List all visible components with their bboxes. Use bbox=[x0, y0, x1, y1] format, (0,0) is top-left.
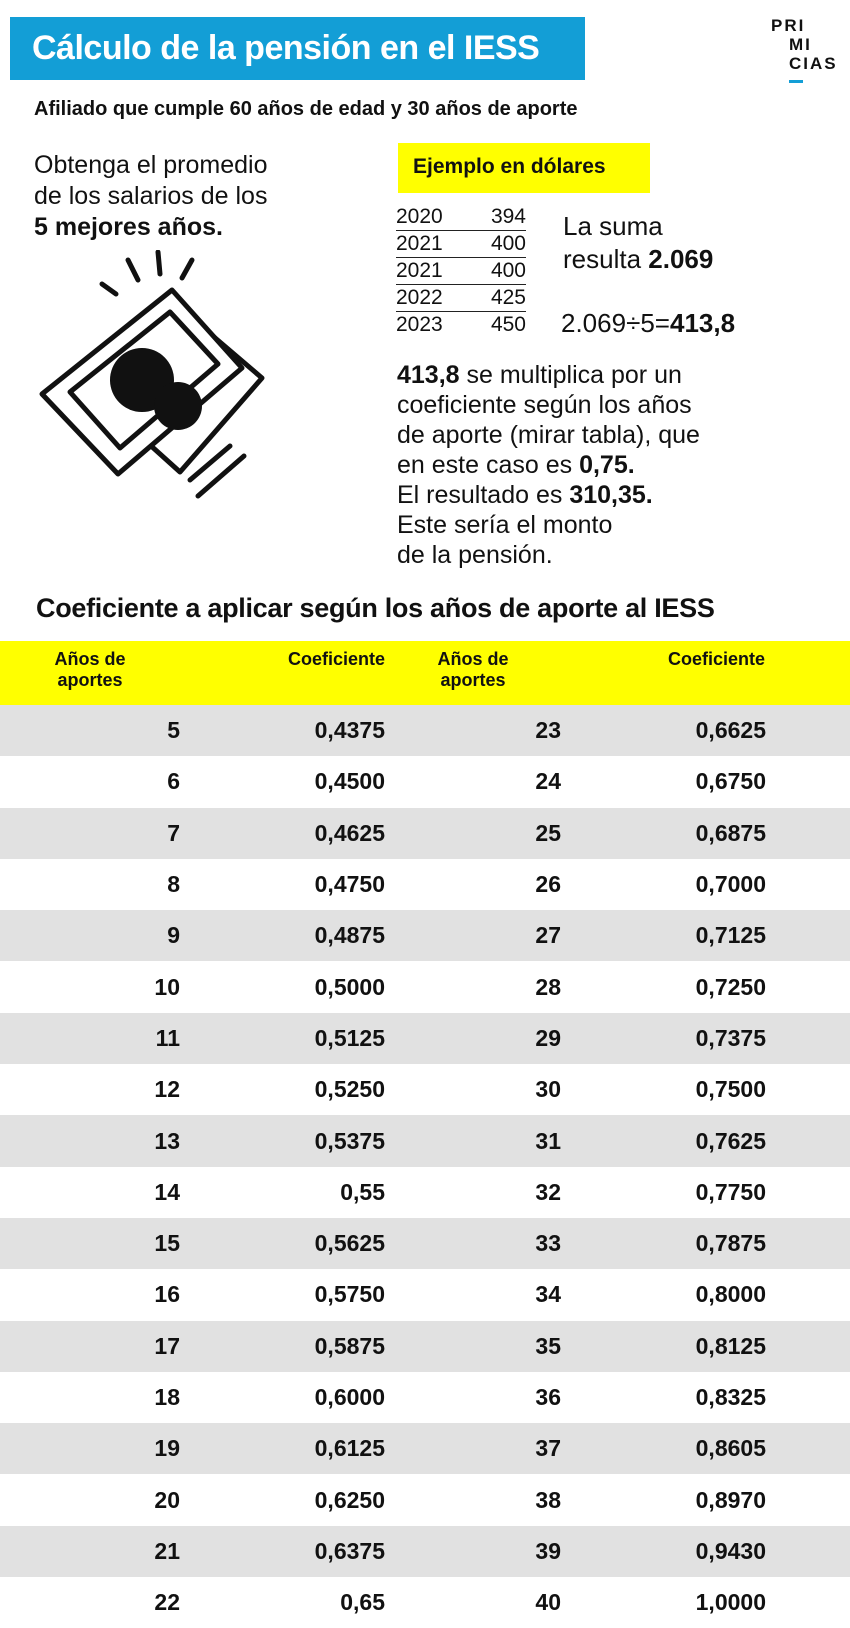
years-cell: 21 bbox=[0, 1526, 180, 1577]
explain-line-1: 413,8 se multiplica por un bbox=[397, 361, 682, 389]
years-cell: 25 bbox=[385, 808, 561, 859]
years-cell: 32 bbox=[385, 1167, 561, 1218]
coefficient-cell: 1,0000 bbox=[561, 1577, 766, 1628]
sum-line-2: resulta 2.069 bbox=[563, 244, 714, 274]
table-row bbox=[396, 258, 526, 285]
explain-line-6: Este sería el monto bbox=[397, 511, 613, 539]
explain-line-5: El resultado es 310,35. bbox=[397, 481, 653, 509]
table-row bbox=[0, 961, 850, 1012]
example-value: 450 bbox=[490, 313, 526, 336]
intro-line-2: de los salarios de los bbox=[34, 182, 268, 210]
logo-underline bbox=[789, 80, 803, 83]
example-value: 400 bbox=[476, 258, 526, 285]
subtitle: Afiliado que cumple 60 años de edad y 30 años de aporte bbox=[34, 98, 578, 120]
years-cell: 27 bbox=[385, 910, 561, 961]
explanation-text bbox=[397, 360, 700, 570]
coefficient-cell: 0,6375 bbox=[180, 1526, 385, 1577]
years-cell: 8 bbox=[0, 859, 180, 910]
coefficient-cell: 0,7875 bbox=[561, 1218, 766, 1269]
header-coef-1: Coeficiente bbox=[180, 641, 385, 705]
table-row bbox=[0, 705, 850, 756]
coefficient-cell: 0,7375 bbox=[561, 1013, 766, 1064]
explain-line-3: de aporte (mirar tabla), que bbox=[397, 421, 700, 449]
coefficient-cell: 0,5875 bbox=[180, 1321, 385, 1372]
coefficient-cell: 0,8605 bbox=[561, 1423, 766, 1474]
logo-line-2: MI bbox=[789, 35, 812, 54]
example-year: 2021 bbox=[396, 231, 476, 258]
table-row bbox=[0, 808, 850, 859]
coefficient-cell: 0,6000 bbox=[180, 1372, 385, 1423]
example-year: 2022 bbox=[396, 285, 476, 312]
table-row bbox=[0, 910, 850, 961]
table-row bbox=[0, 1372, 850, 1423]
table-row bbox=[0, 1064, 850, 1115]
coefficient-cell: 0,8325 bbox=[561, 1372, 766, 1423]
years-cell: 9 bbox=[0, 910, 180, 961]
coefficient-cell: 0,9430 bbox=[561, 1526, 766, 1577]
logo-line-3: CIAS bbox=[789, 54, 838, 73]
years-cell: 11 bbox=[0, 1013, 180, 1064]
explain-line-4: en este caso es 0,75. bbox=[397, 451, 635, 479]
coefficient-cell: 0,8970 bbox=[561, 1474, 766, 1525]
money-bills-icon bbox=[30, 250, 270, 500]
years-cell: 15 bbox=[0, 1218, 180, 1269]
coefficient-cell: 0,8000 bbox=[561, 1269, 766, 1320]
years-cell: 35 bbox=[385, 1321, 561, 1372]
years-cell: 6 bbox=[0, 756, 180, 807]
coefficient-cell: 0,7500 bbox=[561, 1064, 766, 1115]
years-cell: 10 bbox=[0, 961, 180, 1012]
example-label: Ejemplo en dólares bbox=[413, 155, 606, 178]
years-cell: 13 bbox=[0, 1115, 180, 1166]
coefficient-cell: 0,7750 bbox=[561, 1167, 766, 1218]
sum-value: 2.069 bbox=[648, 244, 714, 274]
table-row bbox=[0, 756, 850, 807]
coefficient-cell: 0,4750 bbox=[180, 859, 385, 910]
years-cell: 22 bbox=[0, 1577, 180, 1628]
years-cell: 36 bbox=[385, 1372, 561, 1423]
coefficient-cell: 0,5375 bbox=[180, 1115, 385, 1166]
years-cell: 23 bbox=[385, 705, 561, 756]
coefficient-cell: 0,4375 bbox=[180, 705, 385, 756]
years-cell: 24 bbox=[385, 756, 561, 807]
header-coef-2: Coeficiente bbox=[561, 641, 766, 705]
coefficient-cell: 0,6250 bbox=[180, 1474, 385, 1525]
explain-line-7: de la pensión. bbox=[397, 541, 553, 569]
years-cell: 28 bbox=[385, 961, 561, 1012]
years-cell: 38 bbox=[385, 1474, 561, 1525]
coefficient-cell: 0,4625 bbox=[180, 808, 385, 859]
years-cell: 37 bbox=[385, 1423, 561, 1474]
header-years-1: Años de aportes bbox=[0, 641, 180, 705]
coefficient-cell: 0,7125 bbox=[561, 910, 766, 961]
table-row bbox=[0, 1167, 850, 1218]
years-cell: 12 bbox=[0, 1064, 180, 1115]
years-cell: 33 bbox=[385, 1218, 561, 1269]
table-row bbox=[0, 1321, 850, 1372]
years-cell: 20 bbox=[0, 1474, 180, 1525]
example-label-box bbox=[398, 143, 650, 193]
table-row bbox=[396, 285, 526, 312]
example-year: 2020 bbox=[396, 204, 476, 231]
example-year: 2021 bbox=[396, 258, 476, 285]
intro-line-1: Obtenga el promedio bbox=[34, 151, 268, 179]
average-value: 413,8 bbox=[669, 308, 736, 338]
table-row bbox=[0, 1013, 850, 1064]
table-row bbox=[0, 1269, 850, 1320]
coefficient-cell: 0,6875 bbox=[561, 808, 766, 859]
years-cell: 26 bbox=[385, 859, 561, 910]
coefficient-cell: 0,65 bbox=[180, 1577, 385, 1628]
years-cell: 16 bbox=[0, 1269, 180, 1320]
coefficient-cell: 0,4875 bbox=[180, 910, 385, 961]
table-row bbox=[0, 859, 850, 910]
table-row bbox=[396, 312, 526, 339]
table-row bbox=[0, 1423, 850, 1474]
table-row bbox=[0, 1526, 850, 1577]
example-value: 425 bbox=[476, 285, 526, 312]
coefficient-cell: 0,5000 bbox=[180, 961, 385, 1012]
years-cell: 30 bbox=[385, 1064, 561, 1115]
coefficient-cell: 0,6625 bbox=[561, 705, 766, 756]
coefficient-cell: 0,8125 bbox=[561, 1321, 766, 1372]
years-cell: 7 bbox=[0, 808, 180, 859]
header-years-2: Años de aportes bbox=[385, 641, 561, 705]
table-row bbox=[0, 1218, 850, 1269]
sum-result bbox=[563, 210, 713, 276]
intro-text bbox=[34, 150, 267, 243]
table-title: Coeficiente a aplicar según los años de aporte al IESS bbox=[36, 593, 715, 623]
table-row bbox=[396, 204, 526, 231]
coefficient-cell: 0,6125 bbox=[180, 1423, 385, 1474]
years-cell: 31 bbox=[385, 1115, 561, 1166]
logo-line-1: PRI bbox=[771, 16, 806, 35]
page-title: Cálculo de la pensión en el IESS bbox=[32, 29, 540, 67]
coefficient-cell: 0,4500 bbox=[180, 756, 385, 807]
table-row bbox=[0, 1474, 850, 1525]
salary-example-table bbox=[396, 204, 526, 338]
table-row bbox=[0, 1577, 850, 1628]
coefficient-cell: 0,55 bbox=[180, 1167, 385, 1218]
average-calculation bbox=[561, 308, 735, 339]
years-cell: 40 bbox=[385, 1577, 561, 1628]
sum-line-1: La suma bbox=[563, 211, 663, 241]
coefficient-cell: 0,5125 bbox=[180, 1013, 385, 1064]
table-header-row bbox=[0, 641, 850, 705]
coefficient-cell: 0,7250 bbox=[561, 961, 766, 1012]
primicias-logo bbox=[771, 16, 838, 73]
coefficient-cell: 0,6750 bbox=[561, 756, 766, 807]
coefficient-cell: 0,7000 bbox=[561, 859, 766, 910]
coefficient-cell: 0,5750 bbox=[180, 1269, 385, 1320]
title-banner bbox=[10, 17, 585, 80]
years-cell: 34 bbox=[385, 1269, 561, 1320]
years-cell: 18 bbox=[0, 1372, 180, 1423]
years-cell: 5 bbox=[0, 705, 180, 756]
coefficient-table bbox=[0, 641, 850, 1628]
table-row bbox=[396, 231, 526, 258]
coefficient-cell: 0,5250 bbox=[180, 1064, 385, 1115]
intro-line-3: 5 mejores años. bbox=[34, 213, 223, 241]
example-value: 394 bbox=[476, 204, 526, 231]
years-cell: 17 bbox=[0, 1321, 180, 1372]
explain-line-2: coeficiente según los años bbox=[397, 391, 692, 419]
example-year: 2023 bbox=[396, 313, 443, 336]
years-cell: 39 bbox=[385, 1526, 561, 1577]
coefficient-cell: 0,7625 bbox=[561, 1115, 766, 1166]
years-cell: 14 bbox=[0, 1167, 180, 1218]
table-row bbox=[0, 1115, 850, 1166]
years-cell: 29 bbox=[385, 1013, 561, 1064]
average-expression: 2.069÷5= bbox=[561, 308, 670, 338]
coefficient-cell: 0,5625 bbox=[180, 1218, 385, 1269]
example-value: 400 bbox=[476, 231, 526, 258]
years-cell: 19 bbox=[0, 1423, 180, 1474]
